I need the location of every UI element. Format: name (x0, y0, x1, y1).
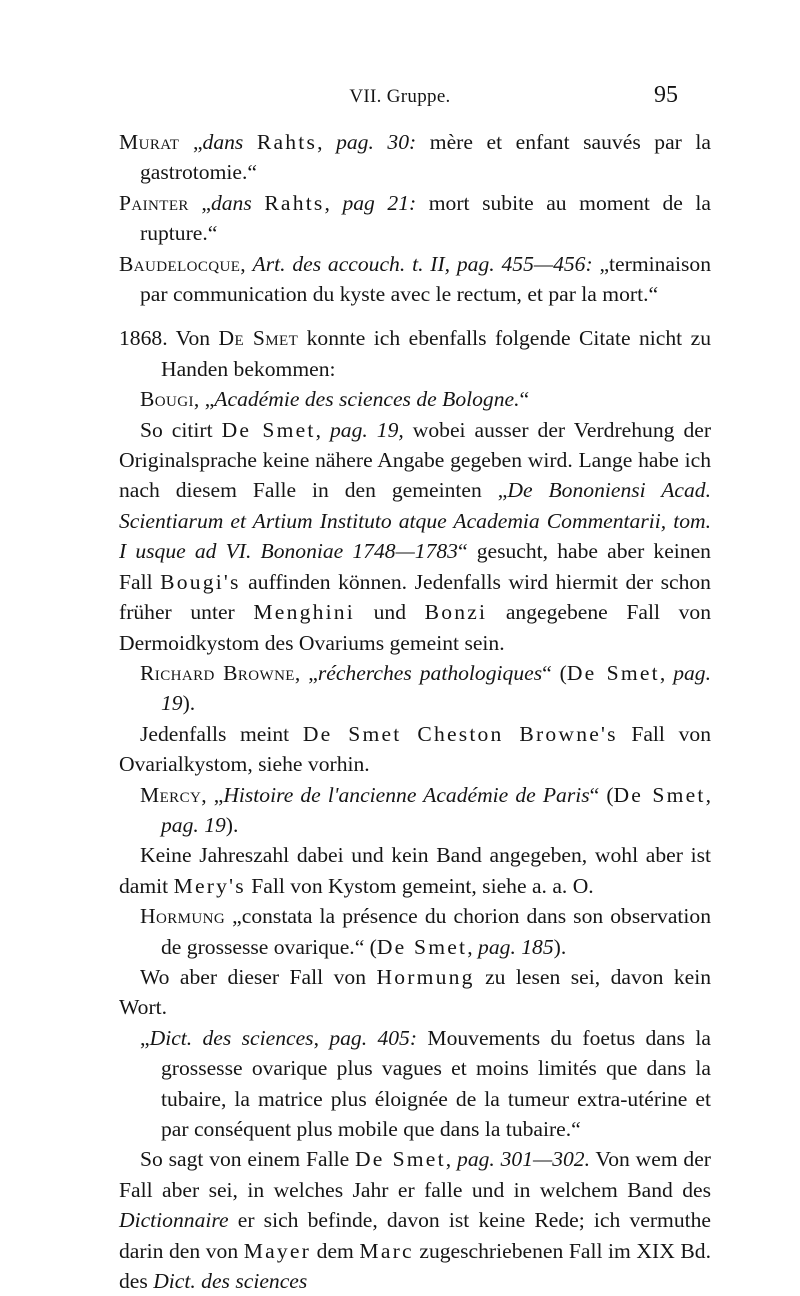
text-run: Mouvements du foetus dans la grossesse ovarique plus vagues et moins limités que dans la tubaire, la matrice plus éloignée de la tumeur extra-utérine et par conséquent plus mobile que dans la tubaire.“ (161, 1025, 711, 1141)
italic-citation: De Bononiensi Acad. Scientiarum et Artium Instituto atque Academia Commentarii, tom. I usque ad VI. Bononiae 1748—1783 (119, 478, 711, 564)
author-name: Richard Browne (140, 660, 295, 685)
italic-citation: pag 21: (342, 190, 417, 215)
italic-citation: dans (202, 130, 244, 154)
paragraph (119, 188, 711, 249)
paragraph (119, 840, 711, 901)
text-run: , (467, 934, 479, 959)
text-run: Keine Jahreszahl dabei und kein Band angegeben, wohl aber ist damit (119, 843, 711, 898)
text-run: ). (225, 812, 239, 837)
text-run: dem (311, 1238, 360, 1263)
spaced-name: De Smet (566, 660, 660, 685)
spaced-name: Rahts (256, 130, 318, 154)
italic-citation: Art. des accouch. t. II, pag. 455—456: (252, 251, 593, 276)
paragraph (119, 415, 711, 658)
author-name: De Smet (218, 326, 299, 351)
text-run: “ ( (589, 782, 614, 807)
text-run: , (705, 782, 711, 807)
text-run: und (354, 600, 425, 625)
text-run: ). (553, 934, 567, 959)
text-run: , „ (294, 660, 318, 685)
text-run: , „ (201, 782, 224, 807)
text-run: mort subite au moment de la rupture.“ (140, 190, 711, 246)
spaced-name: De Smet (355, 1147, 446, 1172)
italic-citation: pag. 19 (161, 660, 711, 716)
spaced-name: Hormung (376, 964, 475, 989)
text-run: konnte ich ebenfalls folgende Citate nicht zu Handen bekommen: (161, 326, 711, 381)
text-run: Von wem der Fall aber sei, in welches Jahr er falle und in welchem Band des (119, 1147, 712, 1202)
paragraph (119, 719, 711, 780)
paragraph (119, 962, 711, 1023)
text-run (243, 130, 257, 154)
paragraph (119, 1023, 711, 1145)
page-body (119, 127, 711, 1296)
italic-citation: pag. 30: (336, 130, 417, 154)
spaced-name: Mayer (243, 1238, 312, 1263)
text-run: wobei ausser der Verdrehung der Originalsprache keine nähere Angabe gegeben wird. Lange habe ich nach diesem Falle in den gemeinten „ (119, 417, 712, 503)
paragraph (119, 249, 711, 310)
text-run: “ (519, 387, 530, 412)
italic-citation: pag. 185 (478, 934, 554, 959)
text-run (252, 191, 265, 215)
author-name: Baudelocque (119, 251, 241, 276)
paragraph (119, 658, 711, 719)
text-run: „ (140, 1025, 150, 1050)
text-run: mère et enfant sauvés par la gastrotomie.“ (140, 130, 712, 185)
text-run: So sagt von einem Falle (140, 1147, 355, 1172)
italic-citation: récherches pathologiques (317, 660, 543, 685)
paragraph (119, 901, 711, 962)
spaced-name: Bonzi (424, 600, 488, 625)
italic-citation: Histoire de l'ancienne Académie de Paris (223, 782, 590, 807)
text-run: , (659, 660, 674, 685)
text-run: 1868. Von (119, 326, 219, 351)
italic-citation: Dict. des sciences (149, 1025, 314, 1050)
running-head: VII. Gruppe. (349, 86, 451, 107)
text-run: , (324, 190, 343, 215)
text-run: angegebene Fall von Dermoidkystom des Ovariums gemeint sein. (119, 600, 711, 655)
text-run: ). (182, 691, 196, 716)
text-run: So citirt (140, 417, 222, 442)
spaced-name: Menghini (253, 600, 355, 625)
spaced-name: Bougi's (160, 569, 241, 594)
text-run: , (445, 1147, 458, 1172)
text-run: Jedenfalls meint (140, 721, 303, 746)
italic-citation: pag. 405: (329, 1025, 418, 1050)
paragraph (119, 780, 711, 841)
text-run: , (315, 417, 330, 442)
text-run: , (313, 1025, 330, 1050)
author-name: Murat (119, 130, 180, 154)
paragraph (119, 323, 711, 384)
author-name: Hormung (140, 904, 226, 929)
spaced-name: De Smet (376, 934, 468, 959)
text-run: , (317, 130, 337, 154)
author-name: Painter (119, 190, 189, 215)
italic-citation: pag. 19, (329, 417, 404, 442)
text-run: Fall von Ovarialkystom, siehe vorhin. (119, 721, 711, 777)
spaced-name: Mery's (173, 873, 246, 898)
text-run: , (240, 251, 253, 276)
text-run: Fall von Kystom gemeint, siehe a. a. O. (245, 873, 594, 898)
italic-citation: dans (210, 190, 252, 215)
text-run: zu lesen sei, davon kein Wort. (119, 964, 712, 1020)
spaced-name: Rahts (264, 190, 325, 215)
author-name: Bougi (140, 387, 194, 412)
text-run: „constata la présence du chorion dans son observation de grossesse ovarique.“ ( (161, 904, 711, 959)
paragraph (119, 384, 711, 414)
text-run: er sich befinde, davon ist keine Rede; ich vermuthe darin den von (119, 1208, 711, 1263)
spaced-name: De Smet Cheston Browne's (302, 721, 618, 746)
text-run: Wo aber dieser Fall von (140, 964, 377, 989)
text-run: , „ (193, 387, 215, 412)
text-run: zugeschriebenen Fall im XIX Bd. des (119, 1238, 711, 1294)
italic-citation: Dict. des sciences (153, 1269, 308, 1294)
text-run: auffinden können. Jedenfalls wird hiermit der schon früher unter (119, 569, 711, 625)
paragraph (119, 1144, 711, 1296)
text-run: „ (188, 190, 211, 215)
italic-citation: Académie des sciences de Bologne. (214, 387, 520, 412)
author-name: Mercy (140, 782, 202, 807)
italic-citation: pag. 301—302. (457, 1147, 590, 1172)
page-number: 95 (654, 82, 678, 108)
text-run: “ gesucht, habe aber keinen Fall (119, 539, 711, 594)
italic-citation: Dictionnaire (119, 1208, 229, 1233)
spaced-name: Marc (359, 1238, 414, 1263)
spaced-name: De Smet (613, 782, 706, 807)
text-run: „terminaison par communication du kyste avec le rectum, et par la mort.“ (140, 251, 712, 307)
paragraph (119, 127, 711, 188)
italic-citation: pag. 19 (161, 812, 226, 837)
spaced-name: De Smet (221, 417, 316, 442)
text-run: “ ( (542, 660, 567, 685)
text-run: „ (179, 130, 203, 154)
page-header (0, 82, 800, 112)
